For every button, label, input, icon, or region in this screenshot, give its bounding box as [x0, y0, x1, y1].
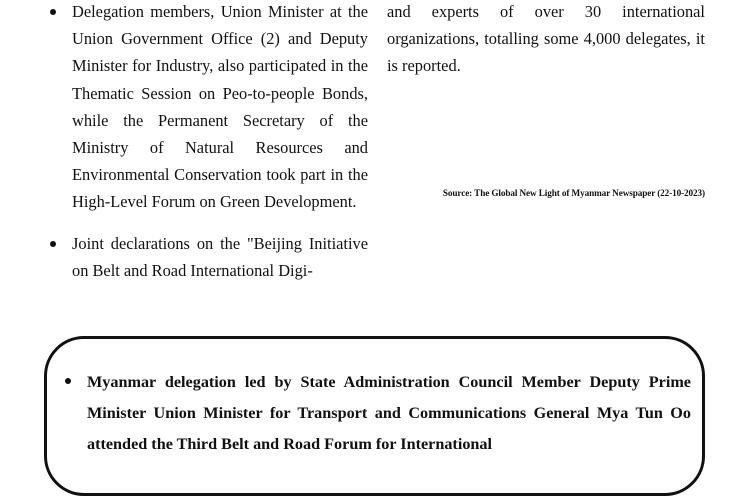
list-item — [48, 0, 368, 216]
left-column — [48, 0, 368, 298]
bullet-icon — [65, 378, 71, 384]
bullet-text-delegation-members: Delegation members, Union Minister at the Union Government Office (2) and Deputy Minister for Industry, also participated in the Thematic Session on Peo-to-people Bonds, while the Permanent Secretary of the Ministry of Natural Resources and Environmental Conservation took part in the High-Level Forum on Green Development. — [72, 2, 368, 212]
bullet-icon — [50, 9, 56, 15]
bullet-icon — [50, 241, 56, 247]
list-item — [61, 367, 691, 460]
right-column — [387, 0, 705, 80]
source-citation: Source: The Global New Light of Myanmar Newspaper (22-10-2023) — [442, 188, 705, 198]
left-bullet-list — [48, 0, 368, 284]
bullet-text-joint-declarations: Joint declarations on the "Beijing Initiative on Belt and Road International Digi- — [72, 233, 368, 280]
list-item — [48, 230, 368, 284]
right-column-text: and experts of over 30 international organizations, totalling some 4,000 delegates, it is reported. — [387, 2, 705, 76]
highlight-text: Myanmar delegation led by State Administration Council Member Deputy Prime Minister Union Minister for Transport and Communications General Mya Tun Oo attended the Third Belt and Road Forum for International — [87, 373, 691, 453]
highlight-bullet-list — [61, 367, 691, 460]
highlight-box — [44, 336, 705, 496]
